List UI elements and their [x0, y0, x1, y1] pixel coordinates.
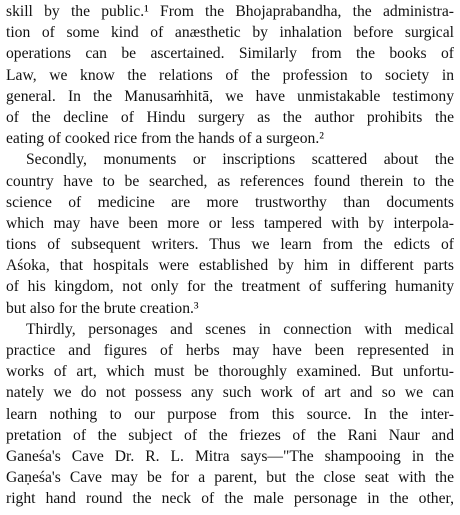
paragraph-2	[6, 149, 454, 319]
text-line: of the decline of Hindu surgery as the author prohibits the	[6, 108, 454, 126]
text-line: tions of subsequent writers. Thus we learn from the edicts of	[6, 236, 454, 254]
text-line: Law, we know the relations of the profession to society in	[6, 66, 454, 84]
text-line: Gaṇeśa's Cave may be for a parent, but the close seat with the	[6, 469, 454, 487]
text-line: science of medicine are more trustworthy than documents	[6, 193, 454, 211]
text-line: Thirdly, personages and scenes in connection with medical	[26, 320, 454, 338]
text-line: works of art, which must be thoroughly examined. But unfortu-	[6, 363, 454, 381]
text-line: Secondly, monuments or inscriptions scattered about the	[26, 151, 454, 169]
paragraph-1	[6, 1, 454, 149]
text-line: which may have been more or less tampered with by interpola-	[6, 214, 454, 232]
text-line: skill by the public.¹ From the Bhojaprabandha, the administra-	[6, 3, 454, 20]
text-line: pretation of the subject of the friezes of the Rani Naur and	[6, 426, 454, 444]
text-line: practice and figures of herbs may have been represented in	[6, 342, 454, 359]
text-line: Aśoka, that hospitals were established by him in different parts	[6, 257, 454, 275]
text-line: right hand round the neck of the male personage in the other,	[6, 490, 454, 508]
text-line: tion of some kind of anæsthetic by inhalation before surgical	[6, 24, 454, 42]
text-line: general. In the Manusaṁhitā, we have unmistakable testimony	[6, 87, 454, 105]
text-line: country have to be searched, as references found therein to the	[6, 172, 454, 190]
paragraph-3	[6, 319, 454, 510]
text-line: eating of cooked rice from the hands of a surgeon.²	[6, 130, 324, 148]
text-line: operations can be ascertained. Similarly from the books of	[6, 45, 454, 63]
text-line: Ganeśa's Cave Dr. R. L. Mitra says—"The shampooing in the	[6, 447, 454, 465]
text-line: of his kingdom, not only for the treatment of suffering humanity	[6, 278, 454, 296]
text-line: nately we do not possess any such work of art and so we can	[6, 384, 454, 402]
text-line: but also for the brute creation.³	[6, 299, 199, 317]
text-line: learn nothing to our purpose from this source. In the inter-	[6, 405, 454, 423]
